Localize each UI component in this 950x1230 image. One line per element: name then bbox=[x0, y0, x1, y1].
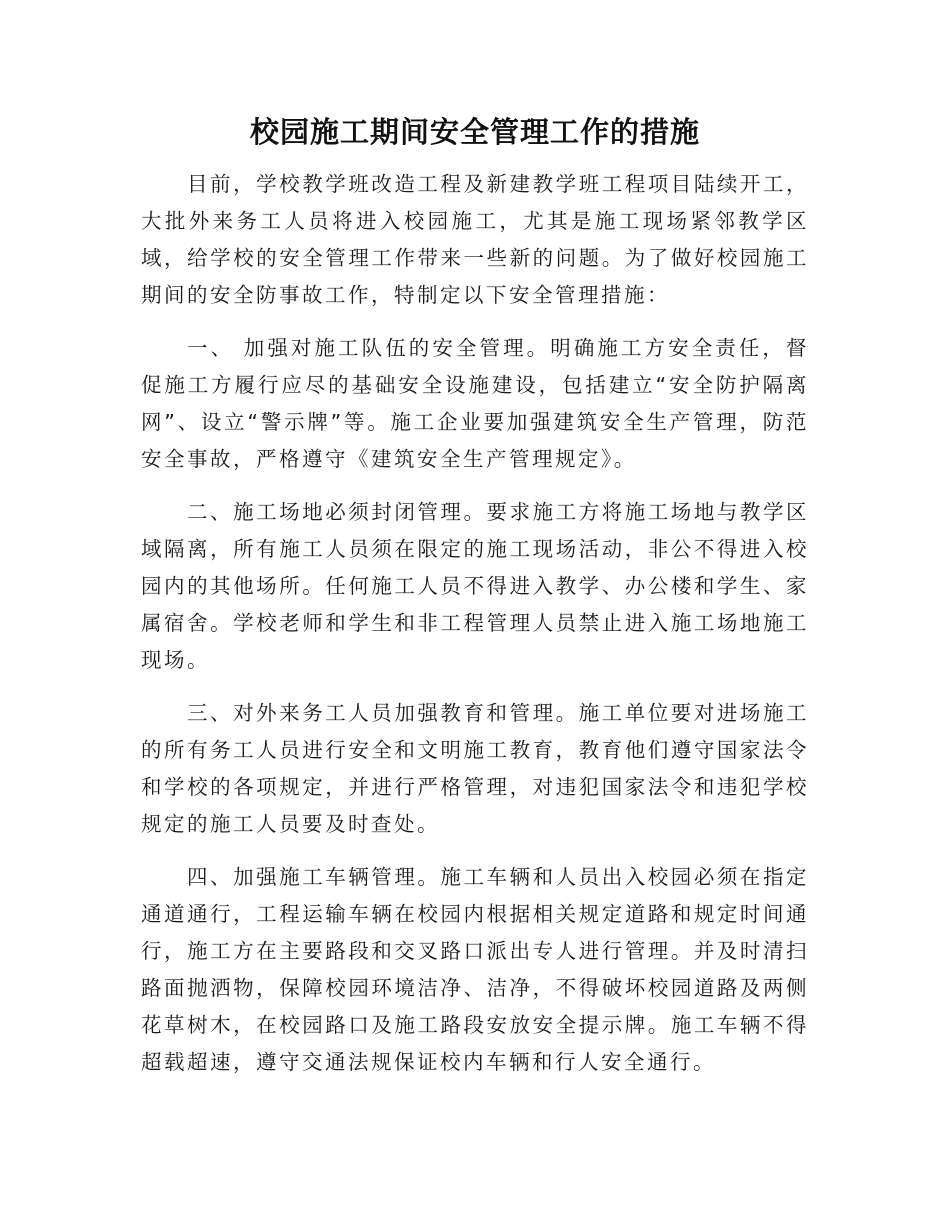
document-body bbox=[141, 166, 809, 1097]
document-title: 校园施工期间安全管理工作的措施 bbox=[249, 115, 700, 149]
measure-paragraph-1: 一、 加强对施工队伍的安全管理。明确施工方安全责任，督促施工方履行应尽的基础安全设施建设，包括建立“安全防护隔离网”、设立“警示牌”等。施工企业要加强建筑安全生产管理，防范安全事故，严格遵守《建筑安全生产管理规定》。 bbox=[141, 336, 809, 471]
measure-paragraph-3: 三、对外来务工人员加强教育和管理。施工单位要对进场施工的所有务工人员进行安全和文明施工教育，教育他们遵守国家法令和学校的各项规定，并进行严格管理，对违犯国家法令和违犯学校规定的施工人员要及时查处。 bbox=[141, 701, 809, 836]
measure-paragraph-4: 四、加强施工车辆管理。施工车辆和人员出入校园必须在指定通道通行，工程运输车辆在校园内根据相关规定道路和规定时间通行，施工方在主要路段和交叉路口派出专人进行管理。并及时清扫路面抛洒物，保障校园环境洁净、洁净，不得破坏校园道路及两侧花草树木，在校园路口及施工路段安放安全提示牌。施工车辆不得超载超速，遵守交通法规保证校内车辆和行人安全通行。 bbox=[141, 865, 809, 1074]
intro-paragraph: 目前，学校教学班改造工程及新建教学班工程项目陆续开工，大批外来务工人员将进入校园施工，尤其是施工现场紧邻教学区域，给学校的安全管理工作带来一些新的问题。为了做好校园施工期间的安全防事故工作，特制定以下安全管理措施： bbox=[141, 172, 809, 307]
measure-paragraph-2: 二、施工场地必须封闭管理。要求施工方将施工场地与教学区域隔离，所有施工人员须在限定的施工现场活动，非公不得进入校园内的其他场所。任何施工人员不得进入教学、办公楼和学生、家属宿舍。学校老师和学生和非工程管理人员禁止进入施工场地施工现场。 bbox=[141, 500, 809, 672]
